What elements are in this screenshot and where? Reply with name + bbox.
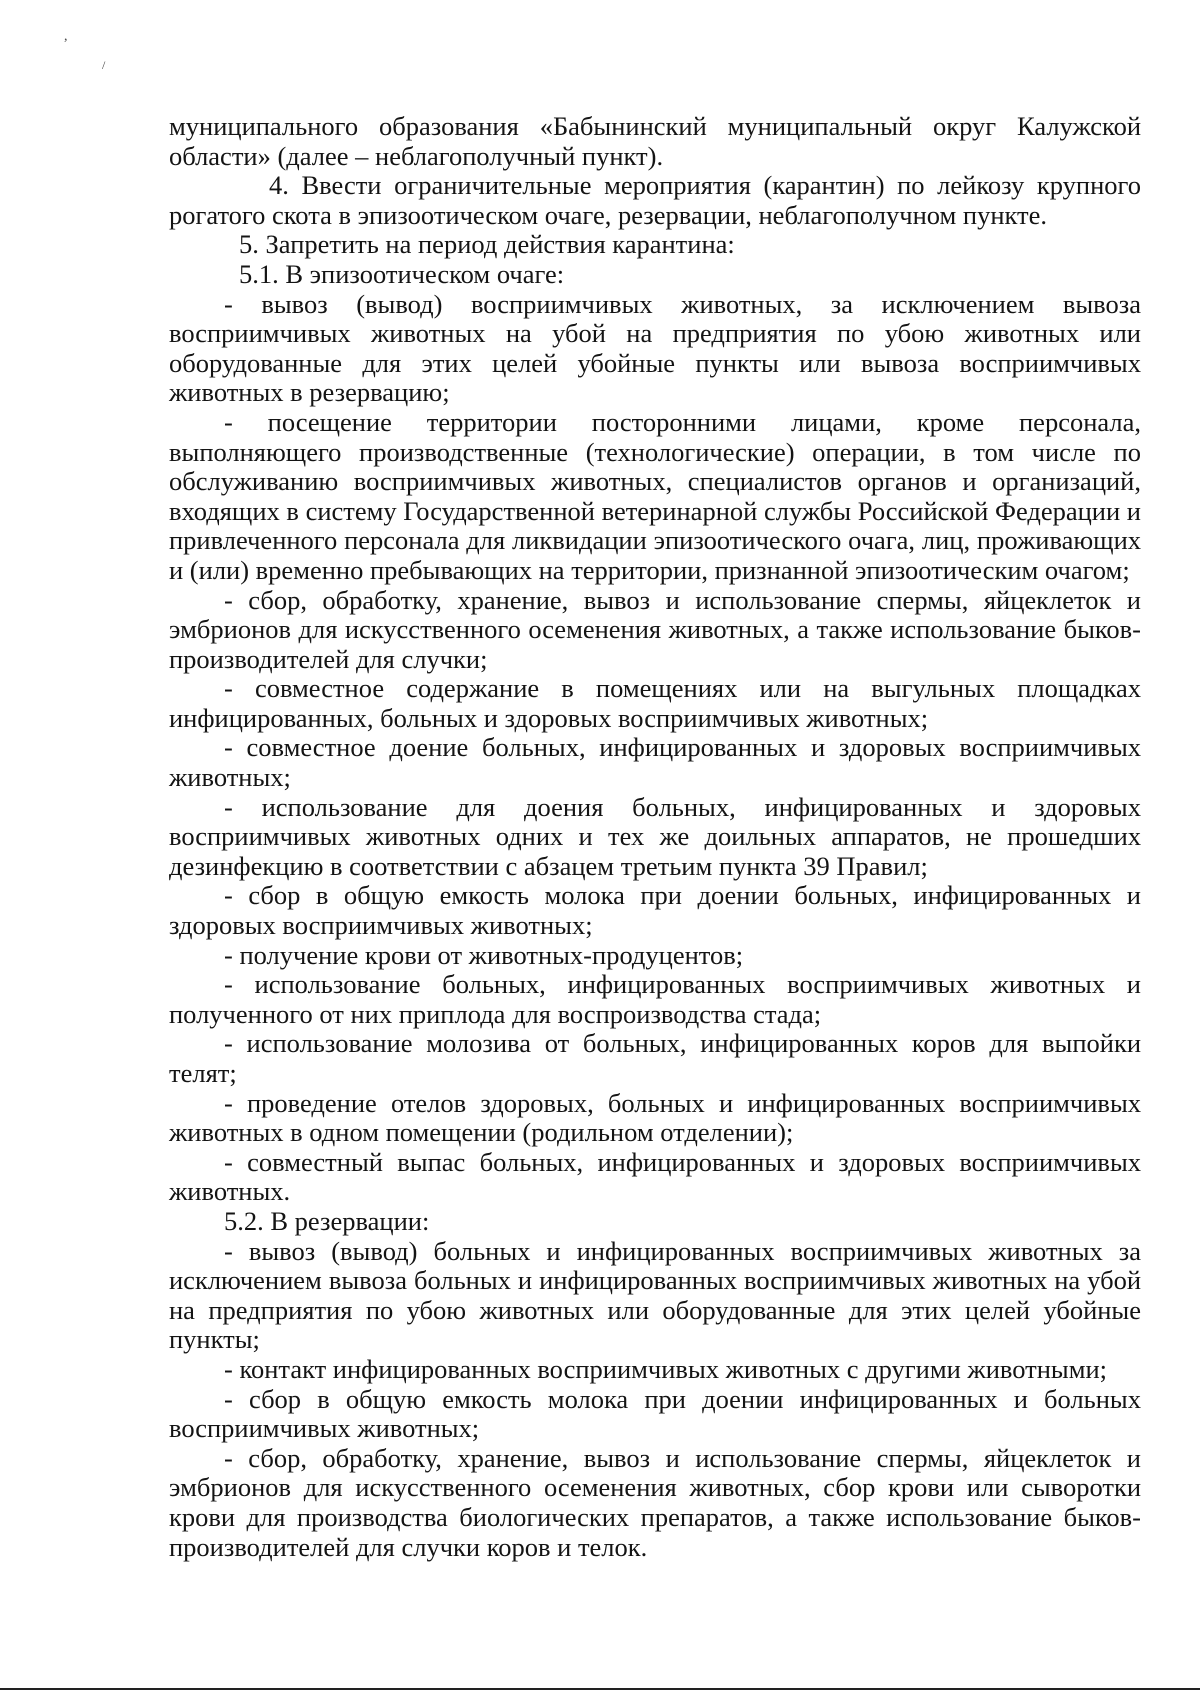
paragraph-item-4: 4. Ввести ограничительные мероприятия (карантин) по лейкозу крупного рогатого скота в эпизоотическом очаге, резервации, неблагополучном пункте. <box>169 170 1141 230</box>
list-item: - использование больных, инфицированных восприимчивых животных и полученного от них приплода для воспроизводства стада; <box>169 969 1141 1029</box>
list-item: - вывоз (вывод) восприимчивых животных, за исключением вывоза восприимчивых животных на убой на предприятия по убою животных или оборудованные для этих целей убойные пункты или вывоза восприимчивых животных в резервацию; <box>169 288 1141 408</box>
list-item: - получение крови от животных-продуцентов; <box>224 939 744 970</box>
list-item: - использование молозива от больных, инфицированных коров для выпойки телят; <box>169 1028 1141 1088</box>
list-item: - использование для доения больных, инфицированных и здоровых восприимчивых животных одних и тех же доильных аппаратов, не прошедших дезинфекцию в соответствии с абзацем третьим пункта 39 Правил; <box>169 791 1141 881</box>
list-item: - совместное доение больных, инфицированных и здоровых восприимчивых животных; <box>169 732 1141 793</box>
list-item: - сбор в общую емкость молока при доении инфицированных и больных восприимчивых животных; <box>169 1383 1141 1444</box>
paragraph-item-5: 5. Запретить на период действия карантина: <box>239 229 735 260</box>
page-bottom-rule <box>0 1688 1200 1690</box>
list-item: - сбор, обработку, хранение, вывоз и использование спермы, яйцеклеток и эмбрионов для искусственного осеменения животных, а также использование быков-производителей для случки; <box>169 584 1141 674</box>
list-item: - сбор, обработку, хранение, вывоз и использование спермы, яйцеклеток и эмбрионов для искусственного осеменения животных, сбор крови или сыворотки крови для производства биологических препаратов, а также использование быков-производителей для случки коров и телок. <box>169 1442 1141 1562</box>
list-item: - вывоз (вывод) больных и инфицированных восприимчивых животных за исключением вывоза больных и инфицированных восприимчивых животных на убой на предприятия по убою животных или оборудованные для этих целей убойные пункты; <box>169 1235 1141 1355</box>
paragraph: муниципального образования «Бабынинский муниципальный округ Калужской области» (далее – неблагополучный пункт). <box>169 111 1141 171</box>
list-item: - совместное содержание в помещениях или на выгульных площадках инфицированных, больных и здоровых восприимчивых животных; <box>169 673 1141 733</box>
scan-mark: , <box>64 29 68 44</box>
list-item: - сбор в общую емкость молока при доении больных, инфицированных и здоровых восприимчивых животных; <box>169 880 1141 941</box>
scan-mark: / <box>102 58 106 72</box>
list-item: - проведение отелов здоровых, больных и инфицированных восприимчивых животных в одном помещении (родильном отделении); <box>169 1087 1141 1148</box>
list-item: - контакт инфицированных восприимчивых животных с другими животными; <box>224 1353 1108 1384</box>
subheading-5-2: 5.2. В резервации: <box>224 1205 430 1236</box>
list-item: - посещение территории посторонними лицами, кроме персонала, выполняющего производственные (технологические) операции, в том числе по обслуживанию восприимчивых животных, специалистов органов и организаций, входящих в систему Государственной ветеринарной службы Российской Федерации и привлеченного персонала для ликвидации эпизоотического очага, лиц, проживающих и (или) временно пребывающих на территории, признанной эпизоотическим очагом; <box>169 406 1141 585</box>
subheading-5-1: 5.1. В эпизоотическом очаге: <box>239 258 565 289</box>
list-item: - совместный выпас больных, инфицированных и здоровых восприимчивых животных. <box>169 1146 1141 1207</box>
document-body <box>169 112 1141 1562</box>
